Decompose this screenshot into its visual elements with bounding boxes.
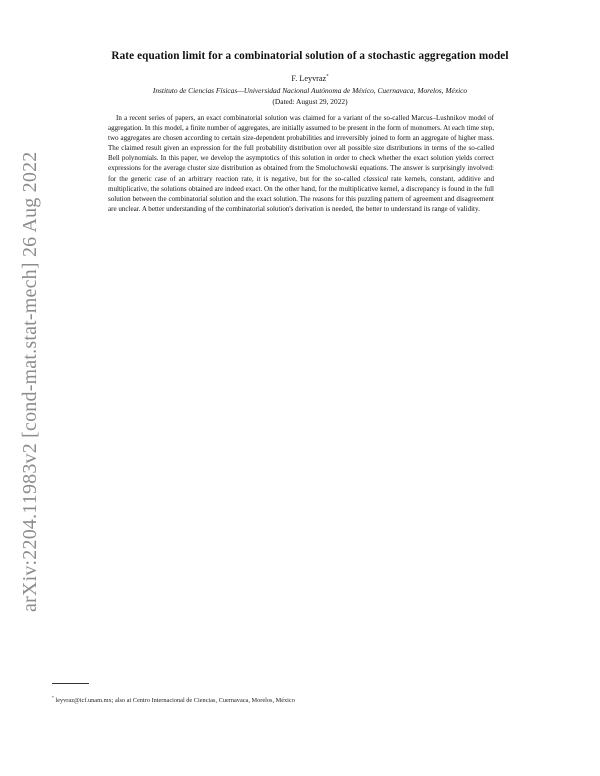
- author-name: F. Leyvraz: [291, 74, 327, 83]
- author-affiliation: Instituto de Ciencias Físicas—Universidad Nacional Autónoma de México, Cuernavaca, Morelos, México: [152, 86, 468, 95]
- footnote-divider: [52, 683, 89, 684]
- paper-title: Rate equation limit for a combinatorial solution of a stochastic aggregation model: [111, 50, 509, 62]
- abstract-text-part2: rate kernels, constant, additive and multiplicative, the solutions obtained are indeed exact. On the other hand, for the multiplicative kernel, a discrepancy is found in the full solution between the combinatorial solution and the exact solution. The reasons for this puzzling pattern of agreement and disagreement are unclear. A better understanding of the combinatorial solution's derivation is needed, the better to understand its range of validity.: [108, 174, 494, 213]
- abstract-emphasis: classical: [363, 174, 389, 183]
- abstract-text-part1: In a recent series of papers, an exact combinatorial solution was claimed for a variant of the so-called Marcus–Lushnikov model of aggregation. In this model, a finite number of aggregates, are initially assumed to be present in the form of monomers. At each time step, two aggregates are chosen according to certain size-dependent probabilities and irreversibly joined to form an aggregate of higher mass. The claimed result given an expression for the full probability distribution over all possible size distributions in terms of the so-called Bell polynomials. In this paper, we develop the asymptotics of this solution in order to check whether the exact solution yields correct expressions for the average cluster size distribution as obtained from the Smoluchowski equations. The answer is surprisingly involved: for the generic case of an arbitrary reaction rate, it is negative, but for the so-called: [108, 114, 494, 183]
- abstract: [108, 113, 494, 214]
- footnote-mark: *: [52, 695, 54, 700]
- footnote: [52, 697, 572, 704]
- dated-line: (Dated: August 29, 2022): [272, 97, 348, 106]
- author-line: [40, 74, 580, 83]
- footnote-text: leyvraz@icf.unam.mx; also at Centro Internacional de Ciencias, Cuernavaca, Morelos, México: [53, 697, 295, 704]
- author-footnote-mark: *: [326, 74, 329, 80]
- arxiv-identifier-stamp: arXiv:2204.11983v2 [cond-mat.stat-mech] 26 Aug 2022: [19, 151, 41, 612]
